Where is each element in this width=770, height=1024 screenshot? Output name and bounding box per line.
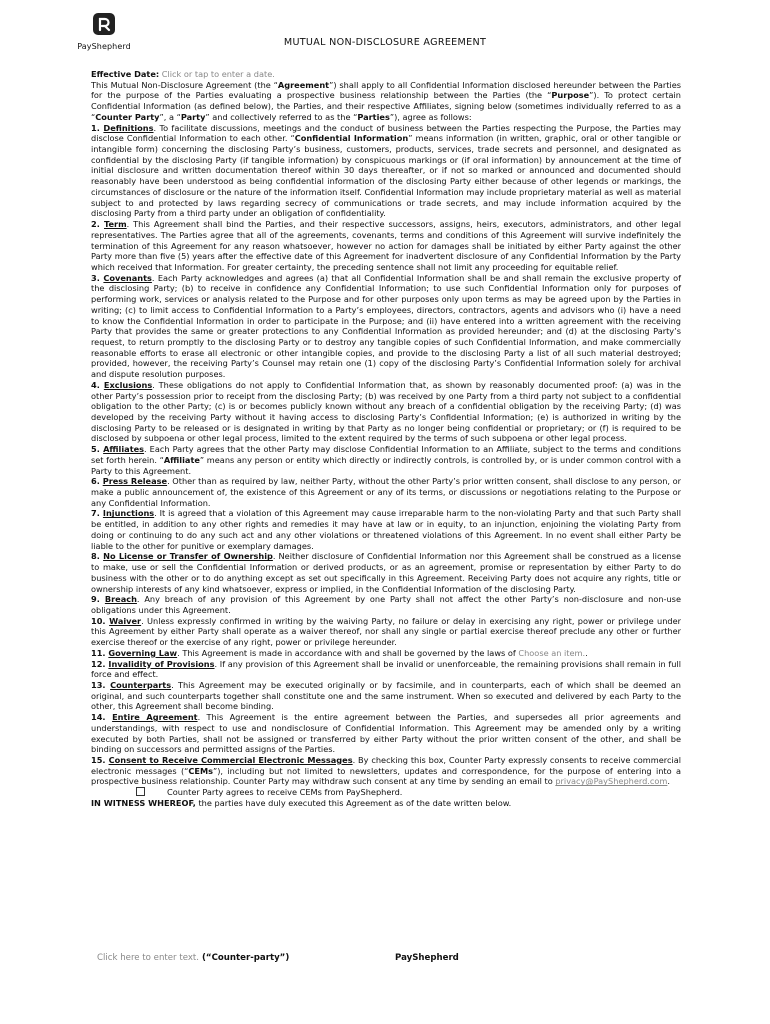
privacy-email-link[interactable]: privacy@PayShepherd.com [555,776,668,787]
cem-consent-checkbox[interactable] [136,787,145,796]
effective-date-label: Effective Date: [91,69,160,79]
company-signature: PayShepherd [395,953,459,963]
logo-text: PayShepherd [77,42,131,51]
governing-law-dropdown[interactable]: Choose an item. [518,647,586,658]
section-5-affiliates: 5. Affiliates. Each Party agrees that the other Party may disclose Confidential Information to an Affiliate, subject to the terms and conditions set forth herein. “Affiliate” means any person or entity which directly or indirectly controls, is controlled by, or is under common control with a Party to this Agreement. [91,444,681,476]
counter-party-label: (“Counter-party”) [199,953,290,963]
section-10-waiver: 10. Waiver. Unless expressly confirmed in writing by the waiving Party, no failure or delay in exercising any right, power or privilege under this Agreement by either Party shall operate as a waiver thereof, nor shall any single or partial exercise thereof preclude any other or further exercise thereof or the exercise of any right, power or privilege hereunder. [91,615,681,648]
section-4-exclusions: 4. Exclusions. These obligations do not apply to Confidential Information that, as shown by reasonably documented proof: (a) was in the other Party’s possession prior to receipt from the disclosing Party; (b) was received by one Party from a third party not subject to a confidential obligation to the other Party; (c) is or becomes publicly known without any breach of a confidential obligation by the receiving Party; (d) was developed by the receiving Party without it having access to disclosing Party’s Confidential Information; (e) is authorized in writing by the disclosing Party to be released or is designated in writing by that Party as no longer being confidential or proprietary; or (f) is required to be disclosed by subpoena or other legal process, limited to the extent required by the terms of such subpoena or other legal process. [91,379,681,444]
witness-line: IN WITNESS WHEREOF, the parties have duly executed this Agreement as of the date written below. [91,797,512,808]
section-7-injunctions: 7. Injunctions. It is agreed that a violation of this Agreement may cause irreparable harm to the non-violating Party and that such Party shall be entitled, in addition to any other rights and remedies it may have at law or in equity, to an injunction, enjoining the violating Party from doing or continuing to do any such act and any other violations or threatened violations of this Agreement. In no event shall either Party be liable to the other for punitive or exemplary damages. [91,508,681,551]
effective-date-line [91,69,681,80]
counter-party-signature [97,953,289,963]
cem-consent-label: Counter Party agrees to receive CEMs from PayShepherd. [167,787,403,798]
section-8-no-license: 8. No License or Transfer of Ownership. Neither disclosure of Confidential Information nor this Agreement shall be construed as a license to make, use or sell the Confidential Information or derived products, or as an agreement, promise or representation by either Party to do business with the other or to do anything except as set out specifically in this Agreement. Receiving Party does not acquire any rights, title or ownership interests of any kind whatsoever, express or implied, in the Confidential Information of the disclosing Party. [91,551,681,594]
document-title: MUTUAL NON-DISCLOSURE AGREEMENT [283,37,487,48]
effective-date-field[interactable]: Click or tap to enter a date. [161,69,275,79]
cem-consent-row [91,787,681,798]
counter-party-name-field[interactable]: Click here to enter text. [97,953,200,963]
section-15-consent: 15. Consent to Receive Commercial Electronic Messages. By checking this box, Counter Party expressly consents to receive commercial electronic messages (“CEMs”), including but not limited to newsletters, updates and correspondence, for the purpose of entering into a prospective business relationship. Counter Party may withdraw such consent at any time by sending an email to privacy@PayShepherd.com. [91,755,682,787]
section-2-term: 2. Term. This Agreement shall bind the Parties, and their respective successors, assigns, heirs, executors, administrators, and other legal representatives. The Parties agree that all of the agreements, covenants, terms and conditions of this Agreement will survive indefinitely the termination of this Agreement for any reason whatsoever, however no action for damages shall be initiated by either Party against the other Party more than five (5) years after the effective date of this Agreement for inadvertent disclosure of any Confidential Information by the Party which received that Information. For greater certainty, the preceding sentence shall not limit any proceeding for equitable relief. [91,219,681,272]
section-1-definitions: 1. Definitions. To facilitate discussions, meetings and the conduct of business between the Parties respecting the Purpose, the Parties may disclose Confidential Information to each other. “Confidential Information” means information (in written, graphic, oral or other tangible or intangible form) concerning the disclosing Party’s business, customers, products, services, trade secrets and personnel, and designated as confidential by the disclosing Party (if tangible information) by conspicuous markings or (if oral information) by announcement at the time of initial disclosure and written documentation thereof within 30 days thereafter, or if not so marked or announced and documented should reasonably have been understood as being confidential information of the disclosing Party either because of other legends or markings, the circumstances of disclosure or the nature of the information itself. Confidential Information may include proprietary material as well as material subject to and protected by laws regarding secrecy of communications or trade secrets, and may include information acquired by the disclosing Party from a third party under an obligation of confidentiality. [91,122,681,219]
section-6-press-release: 6. Press Release. Other than as required by law, neither Party, without the other Party’s prior written consent, shall disclose to any person, or make a public announcement of, the existence of this Agreement or any of its terms, or discussions or negotiations relating to the Purpose or any Confidential Information. [91,476,682,508]
section-3-covenants: 3. Covenants. Each Party acknowledges and agrees (a) that all Confidential Information shall be and shall remain the exclusive property of the disclosing Party; (b) to receive in confidence any Confidential Information; to use such Confidential Information only for purposes of performing work, services or analysis related to the Purpose and for other purposes only upon terms as may be agreed upon by the Parties in writing; (c) to limit access to Confidential Information to a Party’s employees, directors, contractors, agents and advisors who (i) have a need to know the Confidential Information in order to participate in the Purpose; and (ii) have entered into a written agreement with the receiving Party that provides the same or greater protections to any Confidential Information as provided hereunder; and (d) at the disclosing Party’s request, to return promptly to the disclosing Party or to destroy any tangible copies of such Confidential Information, and make commercially reasonable efforts to erase all electronic or other intangible copies, and provide to the disclosing Party a list of all such material destroyed; provided, however, the receiving Party’s Counsel may retain one (1) copy of the disclosing Party’s Confidential Information solely for archival and dispute resolution purposes. [91,272,681,380]
agreement-body [91,69,681,809]
section-13-counterparts: 13. Counterparts. This Agreement may be executed originally or by facsimile, and in counterparts, each of which shall be deemed an original, and such counterparts together shall constitute one and the same instrument. When so executed and delivered by each Party to the other, this Agreement shall become binding. [91,679,681,712]
section-11-governing-law: 11. Governing Law. This Agreement is made in accordance with and shall be governed by the laws of Choose an item.. [91,647,588,658]
section-9-breach: 9. Breach. Any breach of any provision of this Agreement by one Party shall not affect the other Party’s non-disclosure and non-use obligations under this Agreement. [91,594,681,615]
section-12-invalidity: 12. Invalidity of Provisions. If any provision of this Agreement shall be invalid or unenforceable, the remaining provisions shall remain in full force and effect. [91,658,681,680]
section-14-entire-agreement: 14. Entire Agreement. This Agreement is the entire agreement between the Parties, and supersedes all prior agreements and understandings, with respect to use and nondisclosure of Confidential Information. This Agreement may be amended only by a writing executed by both Parties, shall not be assigned or transferred by either Party without the prior written consent of the other, and shall be binding on successors and permitted assigns of the Parties. [91,712,681,755]
payshepherd-logo-icon [92,12,116,36]
intro-paragraph: This Mutual Non-Disclosure Agreement (the “Agreement”) shall apply to all Confidential Information disclosed hereunder between the Parties for the purpose of the Parties evaluating a prospective business relationship between the Parties (the “Purpose”). To protect certain Confidential Information (as defined below), the Parties, and their respective Affiliates, signing below (sometimes individually referred to as a “Counter Party”, a “Party” and collectively referred to as the “Parties”), agree as follows: [91,79,681,122]
